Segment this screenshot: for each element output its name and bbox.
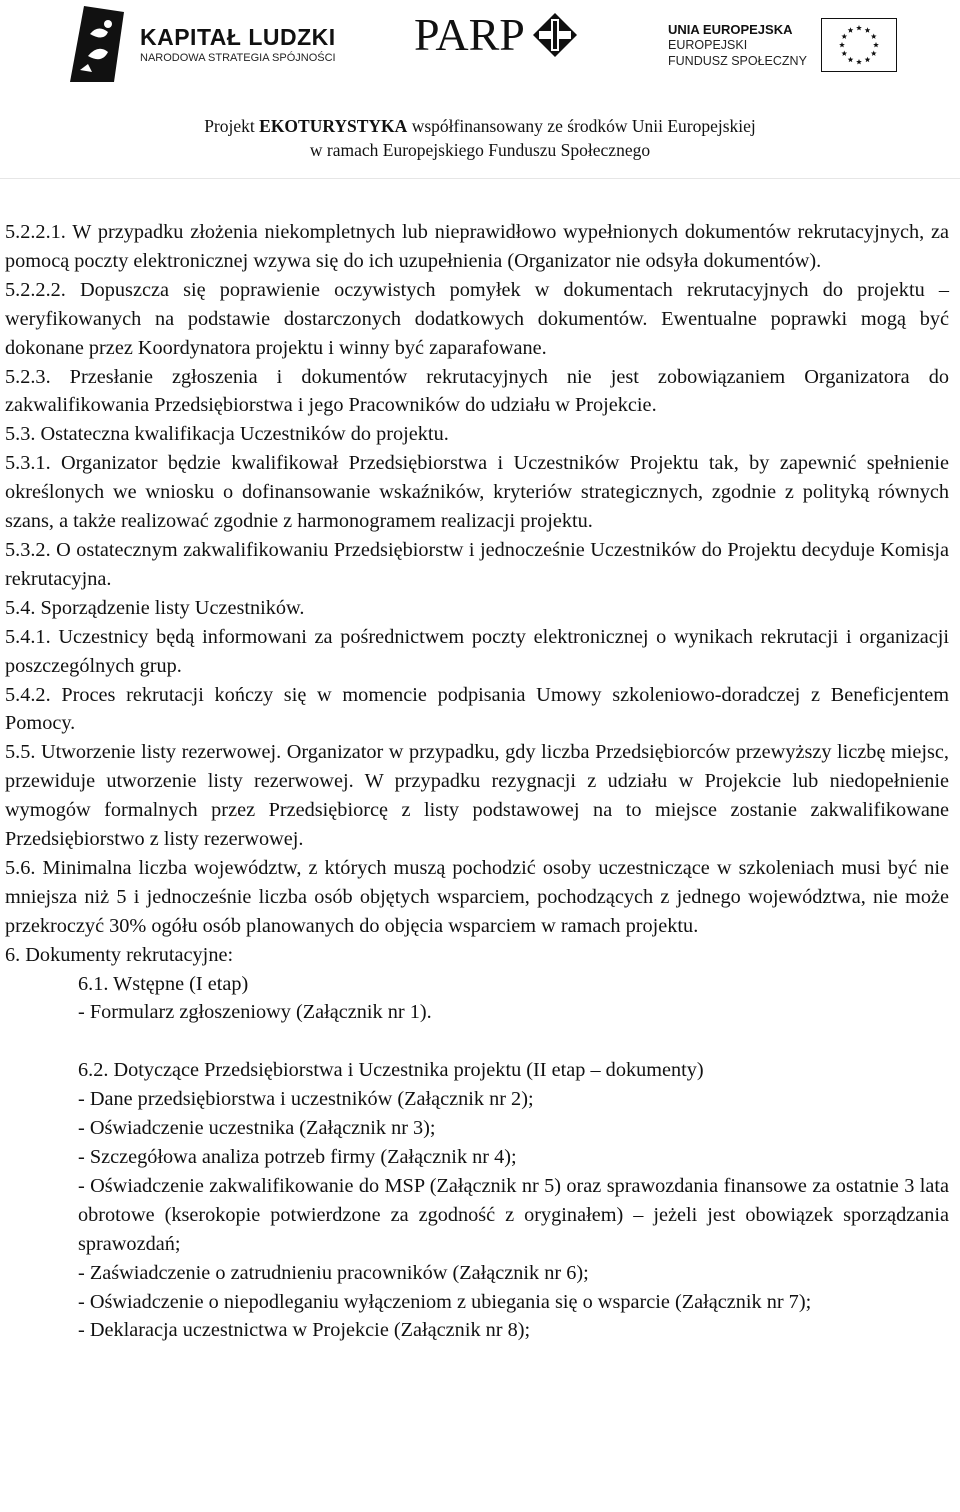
paragraph: 5.2.2.1. W przypadku złożenia niekompletnych lub nieprawidłowo wypełnionych dokumentów rekrutacyjnych, za pomocą poczty elektronicznej wzywa się do ich uzupełnienia (Organizator nie odsyła dokumentów).: [5, 221, 949, 272]
paragraph: 5.2.2.2. Dopuszcza się poprawienie oczywistych pomyłek w dokumentach rekrutacyjnych do projektu – weryfikowanych na podstawie dostarczonych dodatkowych dokumentów. Ewentualne poprawki mogą być dokonane przez Koordynatora projektu i winny być zaparafowane.: [5, 278, 949, 359]
parp-wordmark: PARP: [414, 9, 525, 60]
spacer: [5, 1027, 949, 1056]
section-6-heading: 6. Dokumenty rekrutacyjne:: [5, 943, 234, 966]
eu-line3: FUNDUSZ SPOŁECZNY: [668, 53, 807, 68]
logo-bar: [0, 0, 960, 110]
list-item: - Oświadczenie zakwalifikowanie do MSP (Załącznik nr 5) oraz sprawozdania finansowe za ostatnie 3 lata obrotowe (kserokopie potwierdzone za zgodność z oryginałem) – jeżeli jest obowiązek sporządzania sprawozdań;: [78, 1174, 949, 1255]
eu-title: UNIA EUROPEJSKA: [668, 21, 793, 37]
list-item: - Formularz zgłoszeniowy (Załącznik nr 1).: [78, 1001, 432, 1024]
eu-flag-icon: [821, 18, 897, 72]
project-header-line1: [0, 116, 960, 137]
paragraph: 5.2.3. Przesłanie zgłoszenia i dokumentów rekrutacyjnych nie jest zobowiązaniem Organizatora do zakwalifikowania Przedsiębiorstwa i jego Pracowników do udziału w Projekcie.: [5, 365, 949, 417]
list-item: - Dane przedsiębiorstwa i uczestników (Załącznik nr 2);: [78, 1088, 534, 1111]
list-item: - Szczegółowa analiza potrzeb firmy (Załącznik nr 4);: [78, 1145, 517, 1168]
paragraph: 5.4.2. Proces rekrutacji kończy się w momencie podpisania Umowy szkoleniowo-doradczej z Beneficjentem Pomocy.: [5, 683, 949, 735]
paragraph: 5.4.1. Uczestnicy będą informowani za pośrednictwem poczty elektronicznej o wynikach rekrutacji i organizacji poszczególnych grup.: [5, 625, 949, 677]
section-6-1-heading: 6.1. Wstępne (I etap): [78, 972, 249, 995]
paragraph: 5.3.1. Organizator będzie kwalifikował Przedsiębiorstwa i Uczestników Projektu tak, by zapewnić spełnienie określonych we wniosku o dofinansowanie wskaźników, kryteriów strategicznych, zgodnie z polityką równych szans, a także realizować zgodnie z harmonogramem realizacji projektu.: [5, 452, 949, 533]
paragraph: 5.3. Ostateczna kwalifikacja Uczestników do projektu.: [5, 423, 449, 446]
header-pre: Projekt: [204, 116, 260, 136]
paragraph: 5.3.2. O ostatecznym zakwalifikowaniu Przedsiębiorstw i jednocześnie Uczestników do Projektu decyduje Komisja rekrutacyjna.: [5, 538, 949, 590]
list-item: - Zaświadczenie o zatrudnieniu pracowników (Załącznik nr 6);: [78, 1261, 589, 1284]
list-item: - Deklaracja uczestnictwa w Projekcie (Załącznik nr 8);: [78, 1319, 531, 1342]
list-item: - Oświadczenie o niepodleganiu wyłączeniom z ubiegania się o wsparcie (Załącznik nr 7);: [78, 1290, 812, 1313]
section-6-2-heading: 6.2. Dotyczące Przedsiębiorstwa i Uczestnika projektu (II etap – dokumenty): [78, 1059, 704, 1082]
parp-logo: [414, 8, 579, 61]
kapital-ludzki-title: KAPITAŁ LUDZKI: [140, 24, 336, 50]
kapital-ludzki-logo: [66, 4, 336, 84]
eu-line2: EUROPEJSKI: [668, 37, 748, 52]
paragraph: 5.4. Sporządzenie listy Uczestników.: [5, 596, 305, 619]
header-post: współfinansowany ze środków Unii Europejskiej: [407, 116, 756, 136]
kapital-ludzki-subtitle: NARODOWA STRATEGIA SPÓJNOŚCI: [140, 52, 336, 64]
paragraph: 5.6. Minimalna liczba województw, z których muszą pochodzić osoby uczestniczące w szkoleniach musi być nie mniejsza niż 5 i jednocześnie liczba osób objętych wsparciem, pochodzących z jednego województwa, nie może przekroczyć 30% ogółu osób planowanych do objęcia wsparciem w ramach projektu.: [5, 856, 949, 937]
kapital-ludzki-emblem-icon: [66, 4, 128, 84]
header-divider: [0, 178, 960, 179]
list-item: - Oświadczenie uczestnika (Załącznik nr 3);: [78, 1117, 436, 1140]
paragraph: 5.5. Utworzenie listy rezerwowej. Organizator w przypadku, gdy liczba Przedsiębiorców przewyższy liczbę miejsc, przewiduje utworzenie listy rezerwowej. W przypadku rezygnacji z udziału w Projekcie lub niedopełnienie wymogów formalnych przez Przedsiębiorcę z listy podstawowej na to miejsce zostanie zakwalifikowane Przedsiębiorstwo z listy rezerwowej.: [5, 741, 949, 851]
document-body: [5, 218, 949, 1345]
parp-mark-icon: [531, 11, 579, 59]
project-name: EKOTURYSTYKA: [259, 116, 408, 136]
project-header-line2: w ramach Europejskiego Funduszu Społecznego: [309, 140, 651, 160]
eu-logo: [668, 18, 897, 72]
